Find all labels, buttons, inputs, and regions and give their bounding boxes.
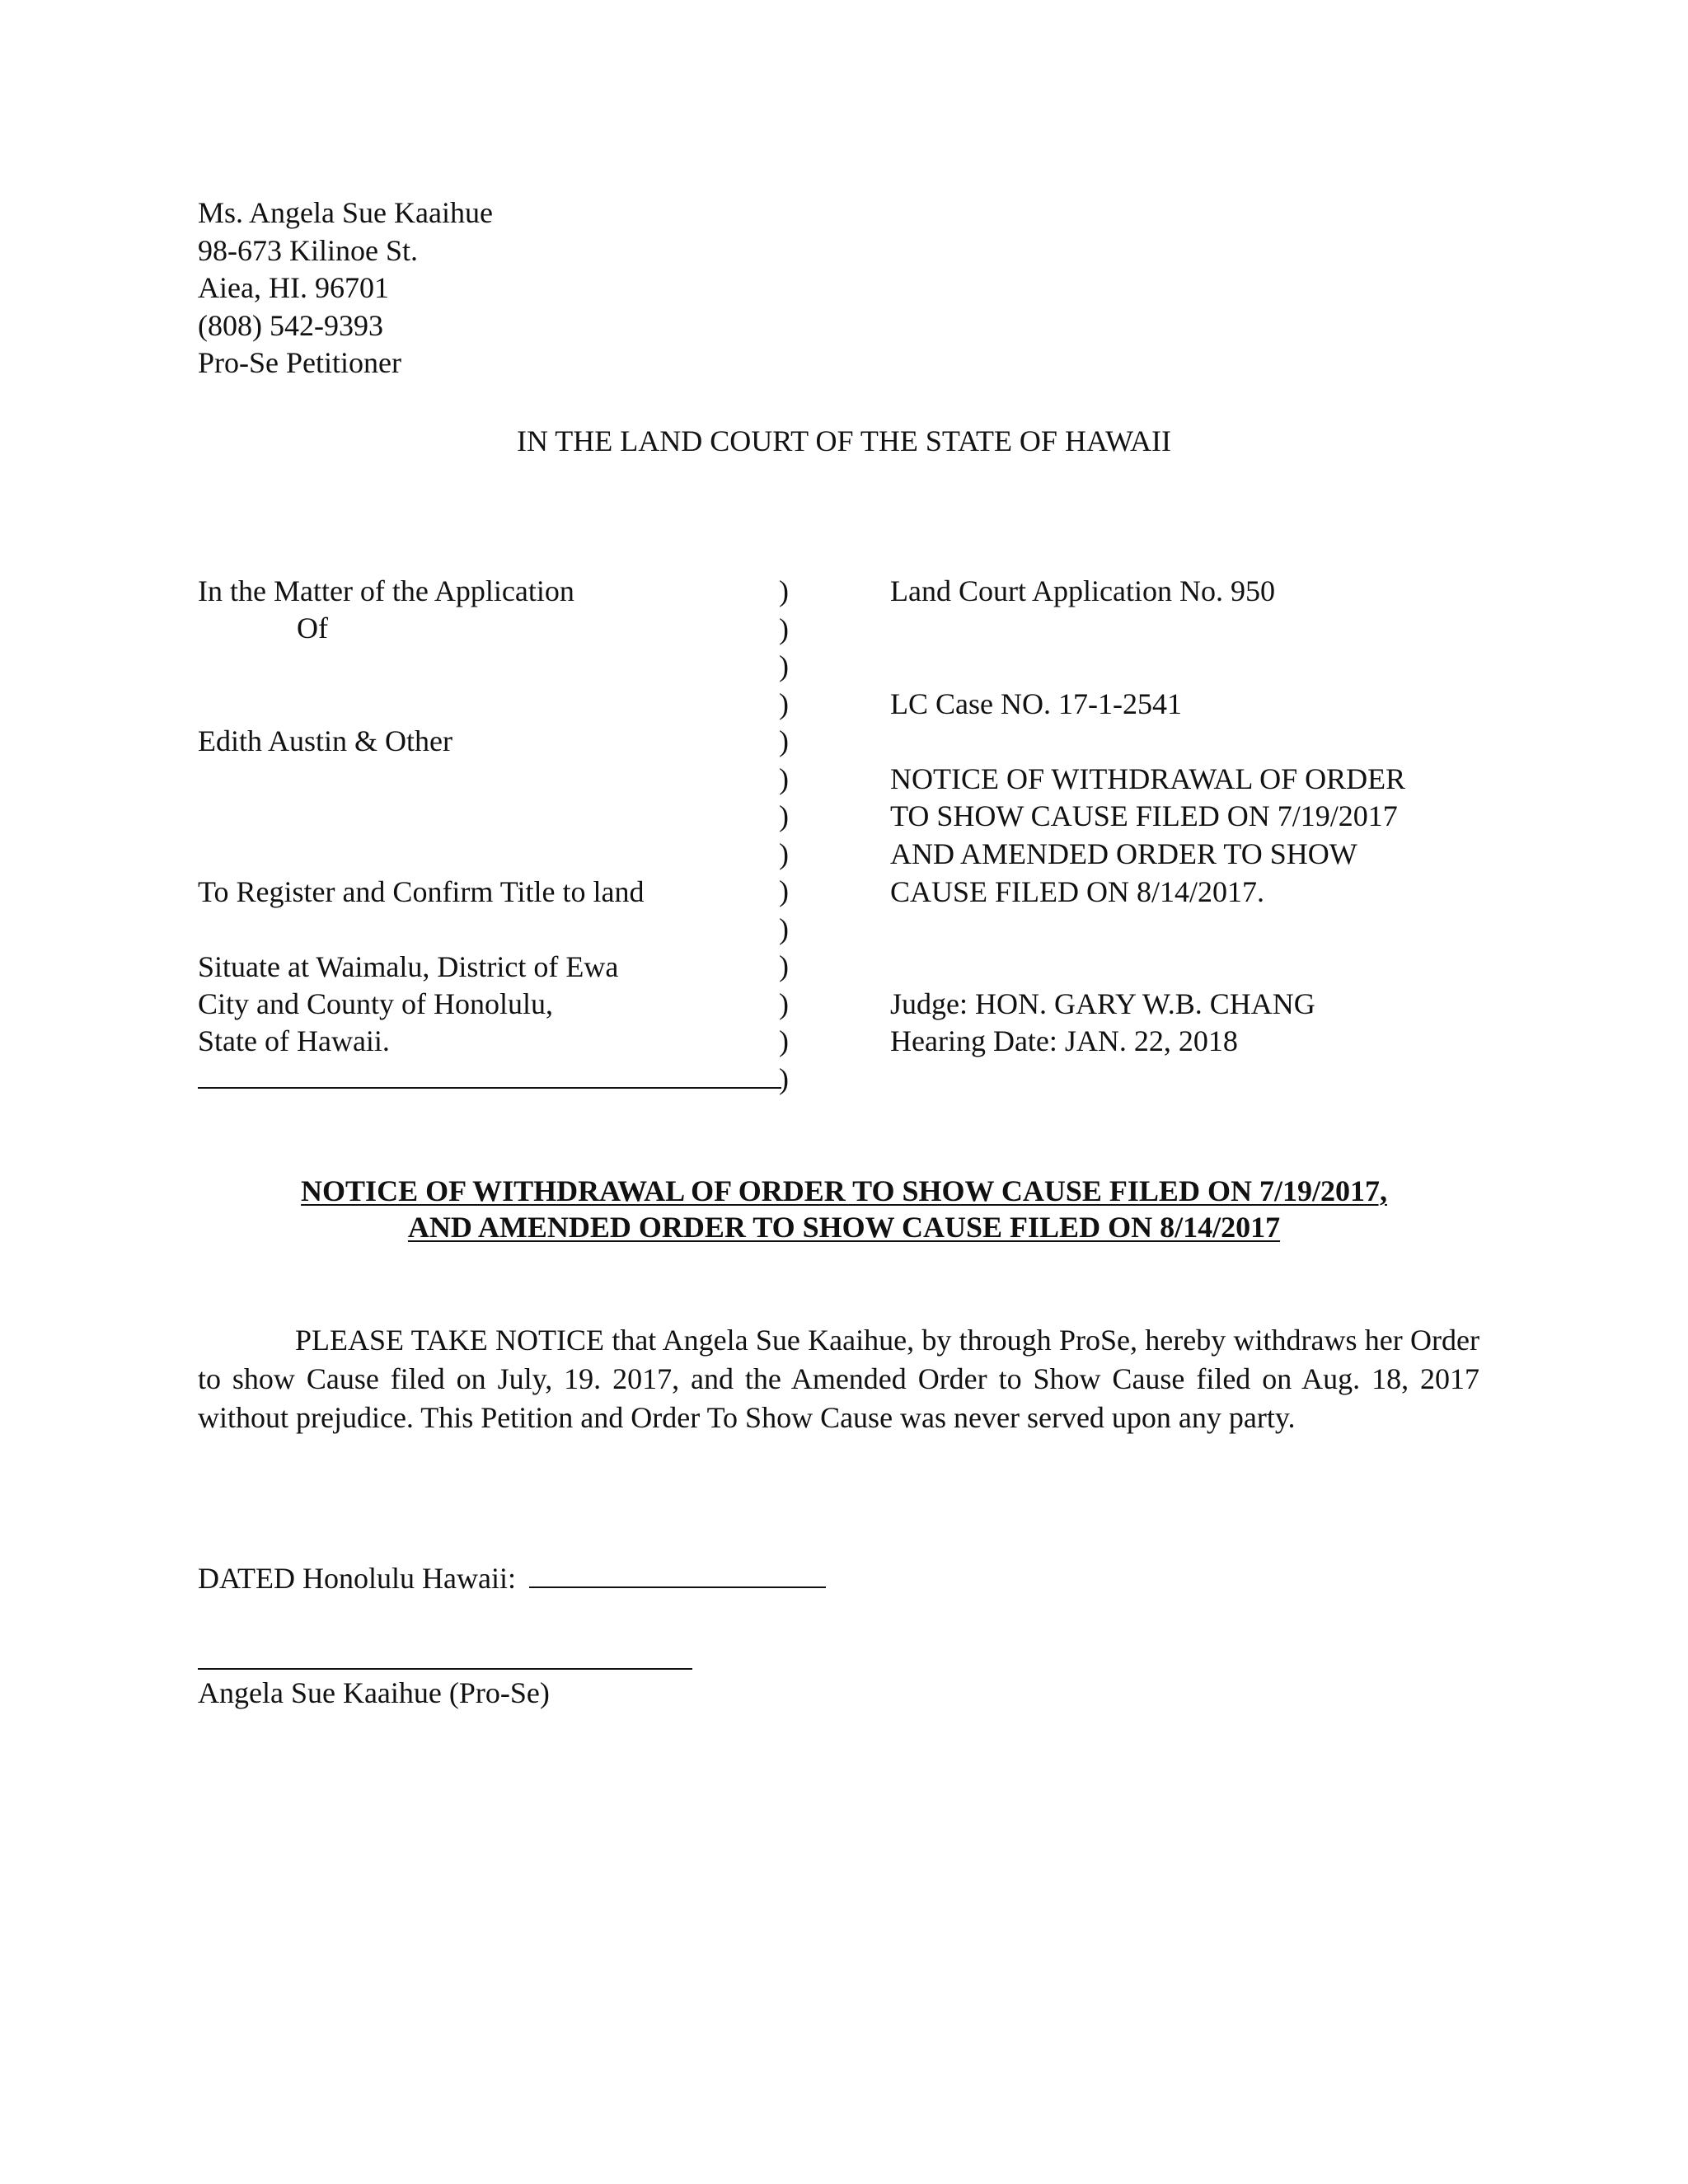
caption-state: State of Hawaii. (198, 1024, 390, 1057)
signature-line (198, 1668, 692, 1670)
date-blank (529, 1558, 826, 1588)
petitioner-name: Ms. Angela Sue Kaaihue (198, 196, 493, 229)
court-title: IN THE LAND COURT OF THE STATE OF HAWAII (516, 424, 1172, 457)
caption-party: Edith Austin & Other (198, 724, 452, 757)
paren: ) (779, 762, 789, 795)
petitioner-city: Aiea, HI. 96701 (198, 271, 389, 304)
paren: ) (779, 949, 789, 982)
body-paragraph: PLEASE TAKE NOTICE that Angela Sue Kaaihue, by through ProSe, hereby withdraws her Order to show Cause filed on July, 19. 2017, and the Amended Order to Show Cause filed on Aug. 18, 2017 without prejudice. This Petition and Order To Show Cause was never served upon any party. (198, 1324, 1479, 1434)
caption-purpose: To Register and Confirm Title to land (198, 875, 645, 908)
paren: ) (779, 649, 789, 682)
signer-name: Angela Sue Kaaihue (Pro-Se) (198, 1676, 550, 1709)
petitioner-street: 98-673 Kilinoe St. (198, 233, 418, 267)
paren: ) (779, 837, 789, 870)
paren: ) (779, 612, 789, 645)
paren: ) (779, 1024, 789, 1057)
notice-line: CAUSE FILED ON 8/14/2017. (890, 875, 1265, 908)
document-title-line-1: NOTICE OF WITHDRAWAL OF ORDER TO SHOW CAUSE FILED ON 7/19/2017, (301, 1174, 1387, 1207)
paren: ) (779, 724, 789, 757)
paren: ) (779, 574, 789, 607)
judge: Judge: HON. GARY W.B. CHANG (890, 987, 1315, 1020)
dated-label: DATED Honolulu Hawaii: (198, 1562, 516, 1595)
document-title-line-2: AND AMENDED ORDER TO SHOW CAUSE FILED ON 8/14/2017 (407, 1211, 1281, 1244)
petitioner-role: Pro-Se Petitioner (198, 346, 401, 379)
petitioner-header (198, 194, 493, 382)
notice-line: TO SHOW CAUSE FILED ON 7/19/2017 (890, 799, 1398, 832)
caption-situate: Situate at Waimalu, District of Ewa (198, 950, 619, 983)
notice-line: AND AMENDED ORDER TO SHOW (890, 837, 1357, 870)
dated-line (198, 1558, 826, 1597)
paren: ) (779, 1062, 789, 1095)
document-title (0, 1173, 1688, 1245)
petitioner-phone: (808) 542-9393 (198, 308, 383, 342)
paren: ) (779, 874, 789, 907)
case-number: LC Case NO. 17-1-2541 (890, 687, 1182, 720)
caption-of: Of (297, 612, 328, 644)
caption-matter: In the Matter of the Application (198, 574, 574, 607)
paren: ) (779, 987, 789, 1020)
notice-line: NOTICE OF WITHDRAWAL OF ORDER (890, 762, 1406, 795)
caption-parentheses (779, 573, 804, 1098)
caption-rule (198, 1087, 781, 1089)
paren: ) (779, 687, 789, 720)
caption-city: City and County of Honolulu, (198, 987, 553, 1020)
paren: ) (779, 799, 789, 832)
application-number: Land Court Application No. 950 (890, 574, 1275, 607)
hearing-date: Hearing Date: JAN. 22, 2018 (890, 1024, 1238, 1057)
paren: ) (779, 912, 789, 945)
